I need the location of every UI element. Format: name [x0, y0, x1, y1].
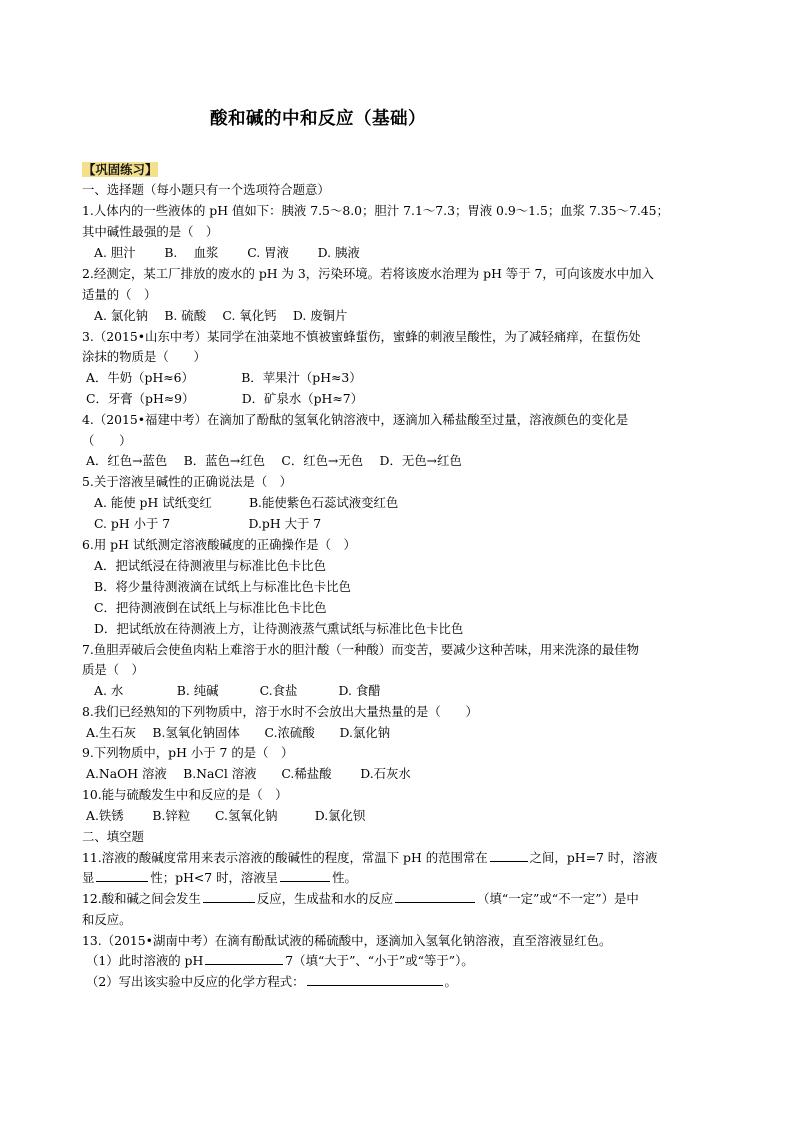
question-1-stem-a: 1.人体内的一些液体的 pH 值如下：胰液 7.5～8.0；胆汁 7.1～7.3；胃液 0.9～1.5；血浆 7.35～7.45；: [82, 203, 669, 218]
question-13-stem: 13.（2015•湖南中考）在滴有酚酞试液的稀硫酸中，逐滴加入氢氧化钠溶液，直至溶液显红色。: [82, 933, 612, 948]
question-13-sub2-a: （2）写出该实验中反应的化学方程式：: [86, 974, 305, 989]
answer-blank[interactable]: [280, 868, 330, 882]
question-13-sub1-b: 7（填“大于”、“小于”或“等于”）。: [285, 953, 474, 968]
question-9-options: A.NaOH 溶液 B.NaCl 溶液 C.稀盐酸 D.石灰水: [86, 766, 411, 781]
question-6-option: C．把待测液倒在试纸上与标准比色卡比色: [94, 600, 327, 615]
question-5-options-b: C. pH 小于 7 D.pH 大于 7: [94, 516, 322, 531]
part2-heading: 二、填空题: [82, 829, 144, 844]
question-7-options: A. 水 B. 纯碱 C.食盐 D. 食醋: [94, 683, 381, 698]
answer-blank[interactable]: [205, 951, 283, 965]
question-12-text-c: （填“一定”或“不一定”）是中: [477, 891, 639, 906]
question-13-sub1: [86, 951, 474, 971]
question-10-options: A.铁锈 B.锌粒 C.氢氧化钠 D.氯化钡: [86, 808, 366, 823]
question-10-stem: 10.能与硫酸发生中和反应的是（ ）: [82, 787, 288, 802]
question-12-text-a: 12.酸和碱之间会发生: [82, 891, 201, 906]
question-6-option: B．将少量待测液滴在试纸上与标准比色卡比色: [94, 579, 351, 594]
question-3-options-b: C．牙膏（pH≈9） D．矿泉水（pH≈7）: [86, 391, 364, 406]
question-13-sub2: [86, 972, 457, 992]
answer-blank[interactable]: [203, 889, 255, 903]
question-12-line-a: [82, 889, 639, 909]
part1-heading: 一、选择题（每小题只有一个选项符合题意）: [82, 182, 330, 197]
question-11-line-b: [82, 868, 357, 888]
question-11-line-a: [82, 848, 657, 868]
question-6-stem: 6.用 pH 试纸测定溶液酸碱度的正确操作是（ ）: [82, 537, 356, 552]
answer-blank[interactable]: [490, 848, 528, 862]
question-4-stem-b: （ ）: [82, 433, 132, 448]
question-2-stem-b: 适量的（ ）: [82, 287, 157, 302]
question-7-stem-a: 7.鱼胆弄破后会使鱼肉粘上难溶于水的胆汁酸（一种酸）而变苦，要减少这种苦味，用来洗涤的最佳物: [82, 642, 640, 657]
question-9-stem: 9.下列物质中，pH 小于 7 的是（ ）: [82, 745, 294, 760]
question-13-sub2-b: 。: [444, 974, 457, 989]
question-11-text-b: 之间，pH=7 时，溶液: [529, 850, 658, 865]
question-11-text-a: 11.溶液的酸碱度常用来表示溶液的酸碱性的程度，常温下 pH 的范围常在: [82, 850, 488, 865]
question-13-sub1-a: （1）此时溶液的 pH: [86, 953, 204, 968]
question-11-text-e: 性。: [332, 870, 357, 885]
question-2-options: A. 氯化钠 B. 硫酸 C. 氧化钙 D. 废铜片: [94, 308, 348, 323]
question-11-text-d: 性；pH<7 时，溶液呈: [150, 870, 279, 885]
question-3-stem-b: 涂抹的物质是（ ）: [82, 349, 206, 364]
answer-blank[interactable]: [96, 868, 148, 882]
question-4-options: A．红色→蓝色 B．蓝色→红色 C．红色→无色 D．无色→红色: [86, 453, 462, 468]
section-tag: 【巩固练习】: [83, 162, 158, 177]
question-12-text-d: 和反应。: [82, 912, 132, 927]
question-1-options: A. 胆汁 B. 血浆 C. 胃液 D. 胰液: [94, 245, 360, 260]
question-3-options-a: A．牛奶（pH≈6） B．苹果汁（pH≈3）: [86, 370, 362, 385]
question-1-stem-b: 其中碱性最强的是（ ）: [82, 224, 219, 239]
question-12-text-b: 反应，生成盐和水的反应: [256, 891, 394, 906]
question-6-option: A．把试纸浸在待测液里与标准比色卡比色: [94, 558, 326, 573]
answer-blank[interactable]: [395, 889, 475, 903]
question-3-stem-a: 3.（2015•山东中考）某同学在油菜地不慎被蜜蜂蜇伤，蜜蜂的刺液呈酸性，为了减轻痛痒，在蜇伤处: [82, 329, 641, 344]
question-5-stem: 5.关于溶液呈碱性的正确说法是（ ）: [82, 474, 293, 489]
question-8-stem: 8.我们已经熟知的下列物质中，溶于水时不会放出大量热量的是（ ）: [82, 704, 478, 719]
question-7-stem-b: 质是（ ）: [82, 662, 144, 677]
question-11-text-c: 显: [82, 870, 95, 885]
question-6-option: D．把试纸放在待测液上方，让待测液蒸气熏试纸与标准比色卡比色: [94, 621, 464, 636]
question-2-stem-a: 2.经测定，某工厂排放的废水的 pH 为 3，污染环境。若将该废水治理为 pH 等于 7，可向该废水中加入: [82, 266, 654, 281]
answer-blank[interactable]: [307, 972, 443, 986]
question-8-options: A.生石灰 B.氢氧化钠固体 C.浓硫酸 D.氯化钠: [86, 725, 391, 740]
section-tag-line: [82, 160, 158, 180]
question-4-stem-a: 4.（2015•福建中考）在滴加了酚酞的氢氧化钠溶液中，逐滴加入稀盐酸至过量，溶液颜色的变化是: [82, 412, 629, 427]
page-title: 酸和碱的中和反应（基础）: [210, 109, 426, 129]
question-5-options-a: A. 能使 pH 试纸变红 B.能使紫色石蕊试液变红色: [94, 495, 399, 510]
